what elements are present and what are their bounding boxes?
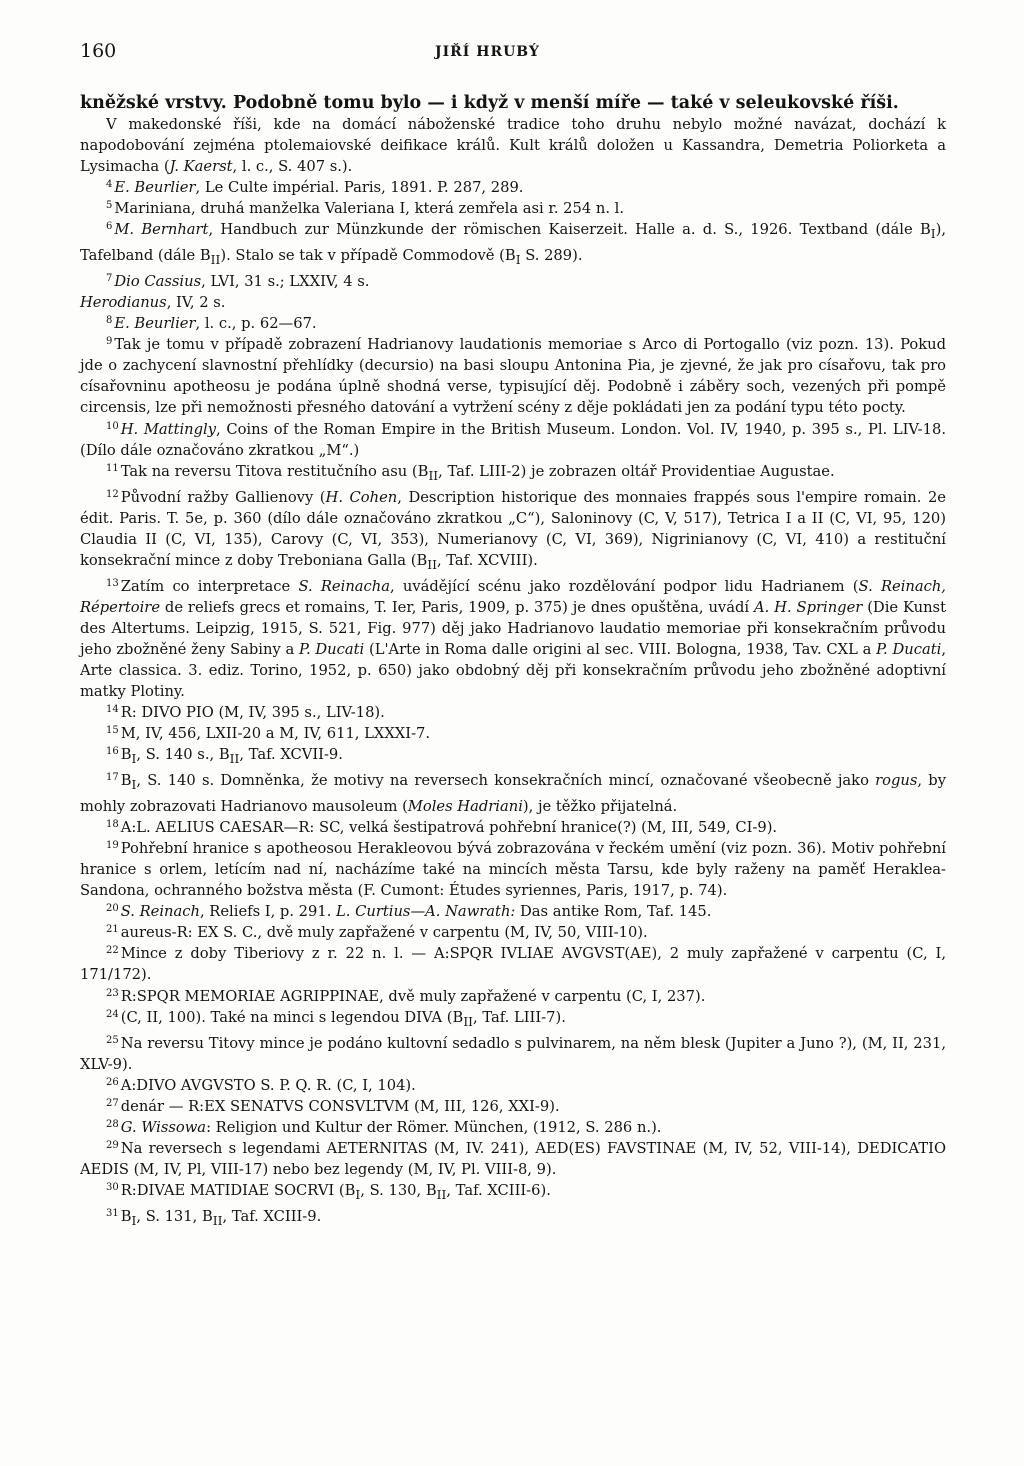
footnote-number: 15 <box>106 725 119 737</box>
footnote <box>80 576 946 702</box>
footnote-number: 30 <box>106 1181 119 1193</box>
footnote-text: Tak na reversu Titova restitučního asu ($B_{II}$, Taf. LIII-2) je zobrazen oltář Providentiae Augustae. <box>120 462 835 483</box>
footnote <box>80 1075 946 1096</box>
footnote <box>80 461 946 487</box>
footnote <box>80 702 946 723</box>
footnote-number: 11 <box>106 462 119 474</box>
footnote-text: S. Reinach, Reliefs I, p. 291. L. Curtius—A. Nawrath: Das antike Rom, Taf. 145. <box>120 903 712 921</box>
footnote-text: $B_I$, S. 140 s., $B_{II}$, Taf. XCVII-9. <box>120 746 343 767</box>
footnote-text: M. Bernhart, Handbuch zur Münzkunde der römischen Kaiserzeit. Halle a. d. S., 1926. Textband (dále $B_I$), Tafelband (dále $B_{II}$). Stalo se tak v případě Commodově ($B_I$ S. 289). <box>80 221 946 268</box>
footnote <box>80 419 946 461</box>
footnote-number: 5 <box>106 200 113 212</box>
footnote-text: Pohřební hranice s apotheosou Herakleovou bývá zobrazována v řeckém umění (viz pozn. 36). Motiv pohřební hranice s orlem, letícím nad ní, nacházíme také na mincích města Tarsu, kde byly raženy na paměť Heraklea-Sandona, ochranného božstva města (F. Cumont: Études syriennes, Paris, 1917, p. 74). <box>80 840 946 900</box>
footnote-number: 25 <box>106 1034 119 1046</box>
lead-line: kněžské vrstvy. Podobně tomu bylo — i když v menší míře — také v seleukovské říši. <box>80 93 899 113</box>
footnote <box>80 177 946 198</box>
footnote <box>80 723 946 744</box>
footnote-text: R:DIVAE MATIDIAE SOCRVI ($B_I$, S. 130, $B_{II}$, Taf. XCIII-6). <box>120 1181 551 1202</box>
footnote-number: 23 <box>106 987 119 999</box>
footnote <box>80 922 946 943</box>
footnote <box>80 986 946 1007</box>
footnote-number: 20 <box>106 903 119 915</box>
footnote-text: G. Wissowa: Religion und Kultur der Römer. München, (1912, S. 286 n.). <box>120 1118 662 1136</box>
footnote-text: M, IV, 456, LXII-20 a M, IV, 611, LXXXI-7. <box>120 725 431 743</box>
page <box>80 40 946 1232</box>
footnote-text: Na reversu Titovy mince je podáno kultovní sedadlo s pulvinarem, na něm blesk (Jupiter a Juno ?), (M, II, 231, XLV-9). <box>80 1034 946 1073</box>
footnote-number: 13 <box>106 577 119 589</box>
footnote-number: 18 <box>106 819 119 831</box>
footnote-number: 14 <box>106 704 119 716</box>
footnote-number: 27 <box>106 1097 119 1109</box>
footnote <box>80 487 946 576</box>
footnote <box>80 943 946 985</box>
footnote <box>80 334 946 418</box>
footnote-number: 9 <box>106 336 113 348</box>
footnote-text: Dio Cassius, LVI, 31 s.; LXXIV, 4 s. Herodianus, IV, 2 s. <box>80 273 370 312</box>
footnote-text: Tak je tomu v případě zobrazení Hadrianovy laudationis memoriae s Arco di Portogallo (viz pozn. 13). Pokud jde o zachycení slavnostní přehlídky (decursio) na basi sloupu Antonina Pia, je zjevné, že jak pro císařovu, tak pro císařovninu apotheosu je podána úplně shodná verse, typisující děj. Podobně i záběry soch, vezených při pompě circensis, lze při nemožnosti přesného datování a vytržení scény z děje pokládati jen za podání typu této pocty. <box>80 336 946 417</box>
footnote-text: R: DIVO PIO (M, IV, 395 s., LIV-18). <box>120 704 385 722</box>
footnote-text: Na reversech s legendami AETERNITAS (M, IV. 241), AED(ES) FAVSTINAE (M, IV, 52, VIII-14), DEDICATIO AEDIS (M, IV, Pl, VIII-17) nebo bez legendy (M, IV, Pl. VIII-8, 9). <box>80 1139 946 1178</box>
footnote-number: 8 <box>106 315 113 327</box>
footnote-number: 7 <box>106 273 113 285</box>
footnote <box>80 1180 946 1206</box>
footnote <box>80 770 946 817</box>
footnotes <box>80 114 946 1232</box>
footnote <box>80 901 946 922</box>
footnote <box>80 1206 946 1232</box>
footnote-number: 21 <box>106 924 119 936</box>
footnote-text: A:DIVO AVGVSTO S. P. Q. R. (C, I, 104). <box>120 1076 416 1094</box>
footnote <box>80 198 946 219</box>
footnote <box>80 219 946 271</box>
page-header <box>80 40 946 92</box>
footnote-number: 17 <box>106 772 119 784</box>
running-head: JIŘÍ HRUBÝ <box>435 44 540 60</box>
footnote-number: 12 <box>106 488 119 500</box>
footnote-text: Mariniana, druhá manželka Valeriana I, která zemřela asi r. 254 n. l. <box>114 200 625 218</box>
footnote-text: R:SPQR MEMORIAE AGRIPPINAE, dvě muly zapřažené v carpentu (C, I, 237). <box>120 987 706 1005</box>
footnote-text: aureus-R: EX S. C., dvě muly zapřažené v carpentu (M, IV, 50, VIII-10). <box>120 924 648 942</box>
footnote-number: 31 <box>106 1207 119 1219</box>
footnote <box>80 1096 946 1117</box>
footnote <box>80 1117 946 1138</box>
footnote-number: 19 <box>106 840 119 852</box>
footnote-text: E. Beurlier, l. c., p. 62—67. <box>114 315 317 333</box>
footnote-number: 22 <box>106 945 119 957</box>
footnote-number: 24 <box>106 1008 119 1020</box>
footnote-text: denár — R:EX SENATVS CONSVLTVM (M, III, 126, XXI-9). <box>120 1097 560 1115</box>
footnote-text: E. Beurlier, Le Culte impérial. Paris, 1891. P. 287, 289. <box>114 179 524 197</box>
footnote-text: V makedonské říši, kde na domácí náboženské tradice toho druhu nebylo možné navázat, dochází k napodobování zejména ptolemaiovské deifikace králů. Kult králů doložen u Kassandra, Demetria Poliorketa a Lysimacha (J. Kaerst, l. c., S. 407 s.). <box>80 116 946 176</box>
footnote <box>80 1033 946 1075</box>
footnote-text: (C, II, 100). Také na minci s legendou DIVA ($B_{II}$, Taf. LIII-7). <box>120 1008 566 1029</box>
footnote <box>80 1007 946 1033</box>
footnote-text: Zatím co interpretace S. Reinacha, uvádějící scénu jako rozdělování podpor lidu Hadrianem (S. Reinach, Répertoire de reliefs grecs et romains, T. Ier, Paris, 1909, p. 375) je dnes opuštěna, uvádí A. H. Springer (Die Kunst des Altertums. Leipzig, 1915, S. 521, Fig. 977) děj jako Hadrianovo laudatio memoriae při konsekračním průvodu jeho zbožněné ženy Sabiny a P. Ducati (L'Arte in Roma dalle origini al sec. VIII. Bologna, 1938, Tav. CXL a P. Ducati, Arte classica. 3. ediz. Torino, 1952, p. 650) jako obdobný děj při konsekračním průvodu jeho zbožněné adoptivní matky Plotiny. <box>80 577 946 700</box>
footnote-number: 28 <box>106 1118 119 1130</box>
footnote <box>80 744 946 770</box>
footnote-text: $B_I$, S. 140 s. Domněnka, že motivy na reversech konsekračních mincí, označované všeobecně jako rogus, by mohly zobrazovati Hadrianovo mausoleum (Moles Hadriani), je těžko přijatelná. <box>80 772 946 816</box>
footnote-number: 26 <box>106 1076 119 1088</box>
footnote-number: 6 <box>106 221 113 233</box>
footnote <box>80 271 946 313</box>
footnote-number: 16 <box>106 746 119 758</box>
footnote-text: A:L. AELIUS CAESAR—R: SC, velká šestipatrová pohřební hranice(?) (M, III, 549, CI-9). <box>120 819 778 837</box>
footnote <box>80 817 946 838</box>
footnote-text: H. Mattingly, Coins of the Roman Empire in the British Museum. London. Vol. IV, 1940, p. 395 s., Pl. LIV-18. (Dílo dále označováno zkratkou „M“.) <box>80 420 946 459</box>
footnote-text: $B_I$, S. 131, $B_{II}$, Taf. XCIII-9. <box>120 1207 322 1228</box>
footnote <box>80 313 946 334</box>
footnote-number: 29 <box>106 1139 119 1151</box>
footnote-text: Původní ražby Gallienovy (H. Cohen, Description historique des monnaies frappés sous l'empire romain. 2e édit. Paris. T. 5e, p. 360 (dílo dále označováno zkratkou „C“), Saloninovy (C, V, 517), Tetrica I a II (C, VI, 95, 120) Claudia II (C, VI, 135), Carovy (C, VI, 353), Numerianovy (C, VI, 369), Nigrinianovy (C, VI, 410) a restituční konsekrační mince z doby Treboniana Galla ($B_{II}$, Taf. XCVIII). <box>80 488 946 572</box>
footnote <box>80 114 946 177</box>
footnote <box>80 1138 946 1180</box>
footnote-number: 10 <box>106 420 119 432</box>
footnote <box>80 838 946 901</box>
page-number: 160 <box>80 40 117 62</box>
footnote-number: 4 <box>106 179 113 191</box>
footnote-text: Mince z doby Tiberiovy z r. 22 n. l. — A:SPQR IVLIAE AVGVST(AE), 2 muly zapřažené v carpentu (C, I, 171/172). <box>80 945 946 984</box>
